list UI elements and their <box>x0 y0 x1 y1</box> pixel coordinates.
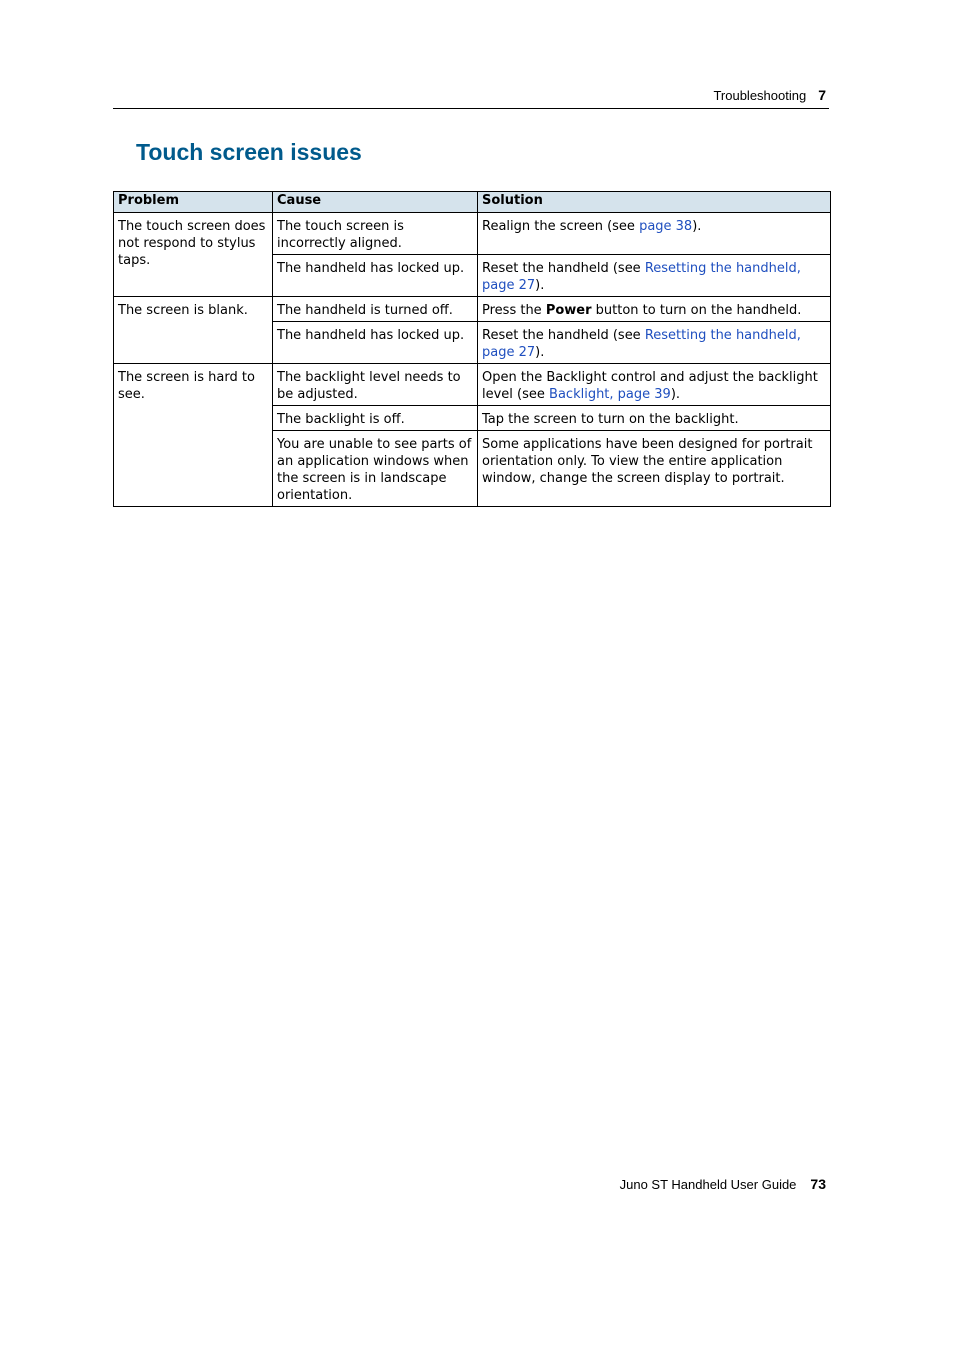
column-header-cause: Cause <box>273 192 478 213</box>
page-number: 73 <box>810 1176 826 1192</box>
page-link[interactable]: Backlight, page 39 <box>549 387 671 402</box>
running-header <box>713 87 826 103</box>
solution-cell: Tap the screen to turn on the backlight. <box>478 406 831 431</box>
page-link[interactable]: Resetting the handheld, page 27 <box>482 328 801 360</box>
page-header <box>113 86 829 109</box>
solution-text: Reset the handheld (see <box>482 261 645 276</box>
solution-cell <box>478 213 831 255</box>
table-header-row <box>114 192 831 213</box>
problem-cell: The touch screen does not respond to stylus taps. <box>114 213 273 297</box>
solution-text: Press the <box>482 303 546 318</box>
cause-cell: The backlight is off. <box>273 406 478 431</box>
chapter-number: 7 <box>818 87 826 103</box>
power-button-name: Power <box>545 303 592 318</box>
solution-text: ). <box>692 219 702 234</box>
problem-cell: The screen is hard to see. <box>114 364 273 507</box>
column-header-problem: Problem <box>114 192 273 213</box>
page-link[interactable]: page 38 <box>639 219 693 234</box>
cause-cell: The backlight level needs to be adjusted. <box>273 364 478 406</box>
cause-cell: The handheld has locked up. <box>273 322 478 364</box>
troubleshooting-table <box>113 191 831 507</box>
problem-cell: The screen is blank. <box>114 297 273 364</box>
solution-text: ). <box>670 387 681 402</box>
guide-title: Juno ST Handheld User Guide <box>619 1177 797 1192</box>
solution-cell <box>478 297 831 322</box>
column-header-solution: Solution <box>478 192 831 213</box>
solution-cell <box>478 255 831 297</box>
solution-text: Realign the screen (see <box>482 219 640 234</box>
cause-cell: The touch screen is incorrectly aligned. <box>273 213 478 255</box>
cause-cell: The handheld has locked up. <box>273 255 478 297</box>
table-row <box>114 213 831 255</box>
page-footer <box>600 1176 826 1192</box>
solution-cell <box>478 364 831 406</box>
table-row <box>114 297 831 322</box>
cause-cell: You are unable to see parts of an application windows when the screen is in landscape orientation. <box>273 431 478 507</box>
solution-text: ). <box>535 278 545 293</box>
solution-text: ). <box>535 345 545 360</box>
solution-cell <box>478 322 831 364</box>
cause-cell: The handheld is turned off. <box>273 297 478 322</box>
chapter-title: Troubleshooting <box>713 88 807 103</box>
solution-text: Open the Backlight control and adjust the backlight level (see <box>482 370 818 402</box>
page-link[interactable]: Resetting the handheld, page 27 <box>482 261 801 293</box>
solution-text: Reset the handheld (see <box>482 328 645 343</box>
table-row <box>114 364 831 406</box>
page-title: Touch screen issues <box>136 139 362 165</box>
solution-text: button to turn on the handheld. <box>591 303 802 318</box>
solution-cell: Some applications have been designed for portrait orientation only. To view the entire application window, change the screen display to portrait. <box>478 431 831 507</box>
